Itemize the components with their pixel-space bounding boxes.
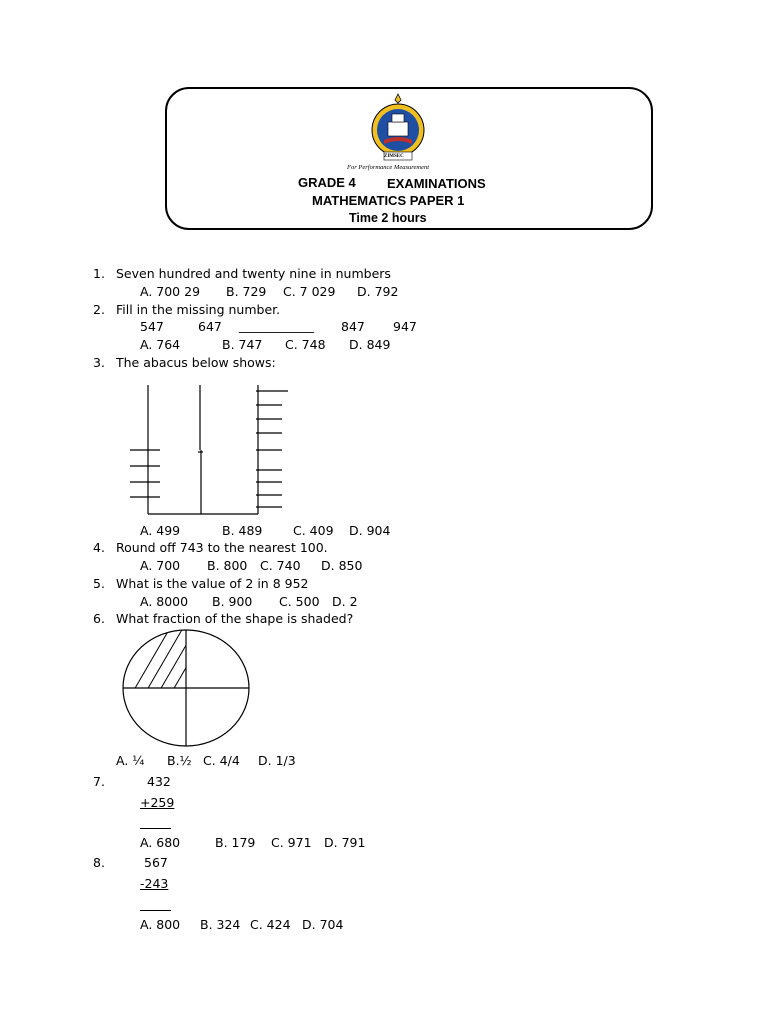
question-text: The abacus below shows: — [116, 355, 276, 370]
minuend: 567 — [144, 855, 168, 870]
question-number: 8. — [93, 855, 105, 870]
sequence-number: 847 — [341, 319, 365, 334]
option-a: A. 764 — [140, 337, 181, 352]
fraction-circle-diagram — [120, 628, 280, 752]
question-number: 7. — [93, 774, 105, 789]
option-d: D. 791 — [324, 835, 366, 850]
option-b: B. 729 — [226, 284, 267, 299]
option-b: B. 489 — [222, 523, 263, 538]
subtrahend: -243 — [140, 876, 169, 891]
grade-label: GRADE 4 — [298, 175, 356, 190]
question-number: 2. — [93, 302, 105, 317]
sequence-number: 647 — [198, 319, 222, 334]
option-c: C. 740 — [260, 558, 301, 573]
option-d: D. 704 — [302, 917, 344, 932]
abacus-diagram — [120, 380, 300, 520]
option-d: D. 792 — [357, 284, 399, 299]
question-text: Round off 743 to the nearest 100. — [116, 540, 328, 555]
time-label: Time 2 hours — [349, 211, 427, 225]
option-c: C. 424 — [250, 917, 291, 932]
paper-title: MATHEMATICS PAPER 1 — [312, 193, 465, 208]
option-c: C. 4/4 — [203, 753, 240, 768]
sequence-number: 547 — [140, 319, 164, 334]
addend-bottom: +259 — [140, 795, 175, 810]
option-a: A. ¼ — [116, 753, 145, 768]
option-b: B. 179 — [215, 835, 256, 850]
question-text: Fill in the missing number. — [116, 302, 281, 317]
difference-line — [140, 910, 171, 911]
question-number: 5. — [93, 576, 105, 591]
option-c: C. 409 — [293, 523, 334, 538]
option-a: A. 8000 — [140, 594, 189, 609]
option-b: B.½ — [167, 753, 192, 768]
question-text: What is the value of 2 in 8 952 — [116, 576, 309, 591]
question-text: What fraction of the shape is shaded? — [116, 611, 354, 626]
option-b: B. 747 — [222, 337, 263, 352]
option-a: A. 700 29 — [140, 284, 201, 299]
option-a: A. 800 — [140, 917, 181, 932]
option-c: C. 500 — [279, 594, 320, 609]
option-b: B. 324 — [200, 917, 241, 932]
option-d: D. 904 — [349, 523, 391, 538]
logo-text: ZIMSEC — [384, 154, 404, 159]
question-number: 6. — [93, 611, 105, 626]
option-b: B. 900 — [212, 594, 253, 609]
option-b: B. 800 — [207, 558, 248, 573]
exam-label: EXAMINATIONS — [387, 176, 486, 191]
option-c: C. 7 029 — [283, 284, 336, 299]
option-c: C. 748 — [285, 337, 326, 352]
option-a: A. 499 — [140, 523, 181, 538]
question-number: 1. — [93, 266, 105, 281]
option-a: A. 700 — [140, 558, 181, 573]
question-text: Seven hundred and twenty nine in numbers — [116, 266, 391, 281]
option-d: D. 849 — [349, 337, 391, 352]
sequence-number: 947 — [393, 319, 417, 334]
option-a: A. 680 — [140, 835, 181, 850]
sequence-blank: ____________ — [239, 318, 314, 333]
question-number: 4. — [93, 540, 105, 555]
sum-line — [140, 828, 171, 829]
option-d: D. 850 — [321, 558, 363, 573]
option-c: C. 971 — [271, 835, 312, 850]
option-d: D. 2 — [332, 594, 358, 609]
question-number: 3. — [93, 355, 105, 370]
addend-top: 432 — [147, 774, 171, 789]
motto: For Performance Measurement — [347, 164, 430, 171]
option-d: D. 1/3 — [258, 753, 296, 768]
